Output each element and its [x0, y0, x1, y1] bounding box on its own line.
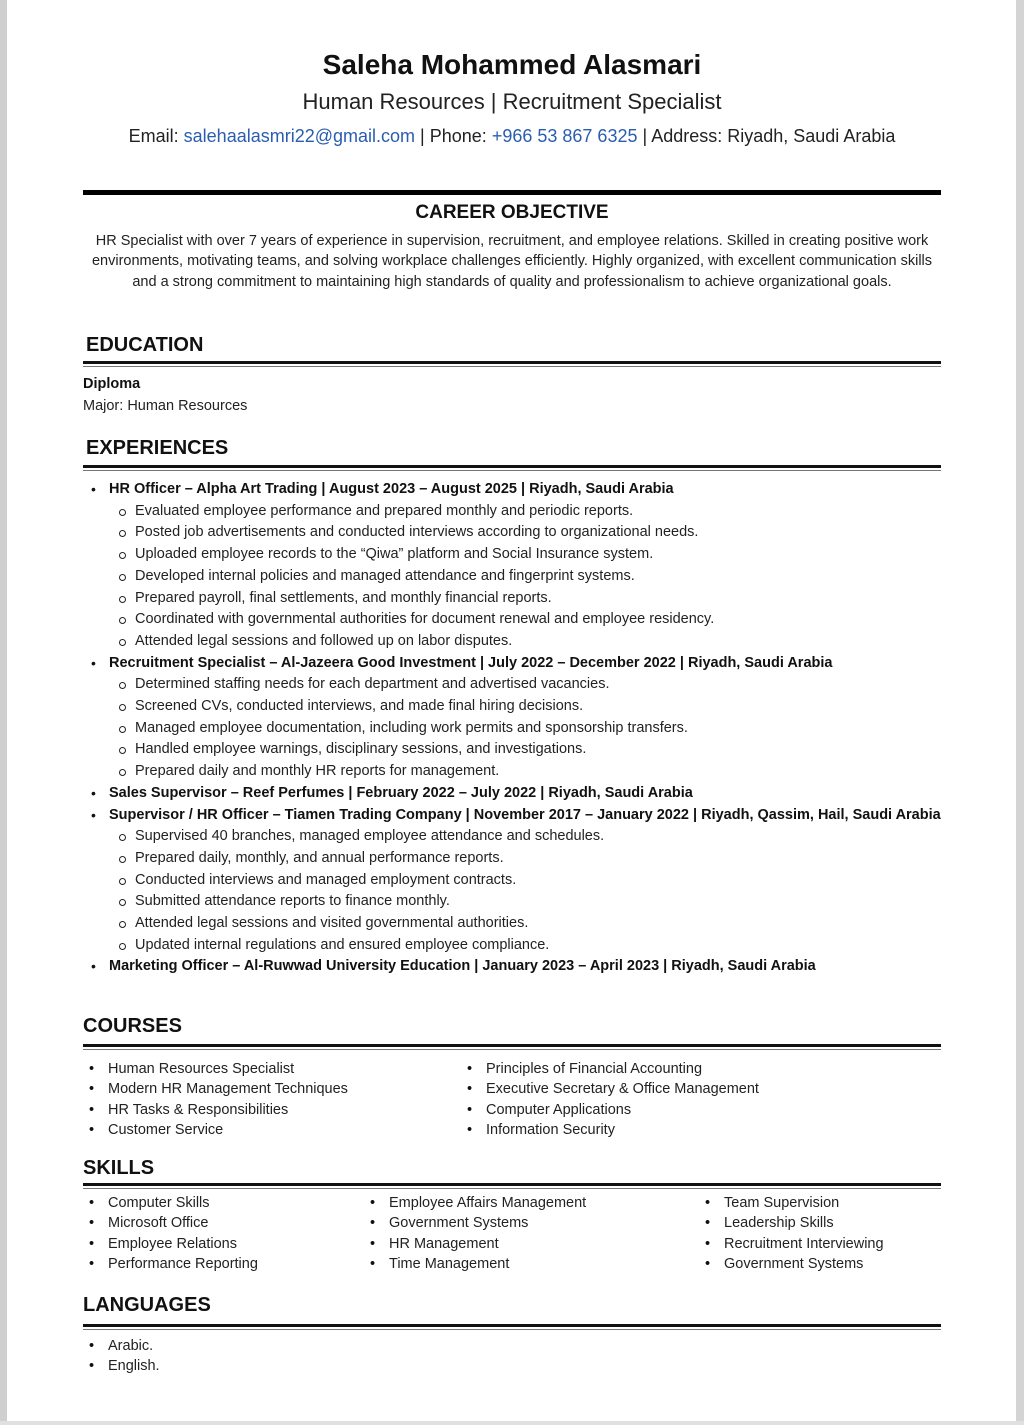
language-item: • English.	[108, 1356, 408, 1376]
duty-item: Attended legal sessions and followed up on labor disputes.	[135, 631, 979, 653]
duty-item: Determined staffing needs for each department and advertised vacancies.	[135, 674, 979, 696]
candidate-name: Saleha Mohammed Alasmari	[322, 49, 702, 80]
skills-list-col2	[364, 1193, 709, 1274]
languages-list	[83, 1336, 408, 1377]
skill-item: • Employee Affairs Management	[389, 1193, 709, 1213]
skill-item: • Microsoft Office	[108, 1213, 378, 1233]
contact-line	[0, 123, 1024, 149]
header-divider	[83, 190, 941, 195]
job-heading: • Supervisor / HR Officer – Tiamen Trading Company | November 2017 – January 2022 | Riyadh, Qassim, Hail, Saudi Arabia	[109, 806, 941, 823]
languages-divider	[83, 1324, 941, 1327]
education-divider-thin	[83, 366, 941, 367]
courses-heading: COURSES	[83, 1015, 182, 1037]
skill-item: • Employee Relations	[108, 1234, 378, 1254]
experiences-divider	[83, 465, 941, 468]
languages-heading: LANGUAGES	[83, 1294, 211, 1316]
duty-list	[109, 826, 979, 956]
contact-separator: |	[420, 126, 425, 146]
duty-item: Prepared daily and monthly HR reports for management.	[135, 761, 979, 783]
course-item: • Principles of Financial Accounting	[486, 1059, 956, 1079]
objective-text: HR Specialist with over 7 years of experience in supervision, recruitment, and employee relations. Skilled in creating positive work environments, motivating teams, and solving workplace challenges efficiently. Highly organized, with excellent communication skills and a strong commitment to maintaining high standards of quality and professionalism to achieve organizational goals.	[91, 233, 933, 290]
experiences-divider-thin	[83, 470, 941, 471]
contact-separator: |	[642, 126, 648, 146]
experience-list	[83, 479, 979, 978]
duty-item: Developed internal policies and managed attendance and fingerprint systems.	[135, 566, 979, 588]
experience-item	[109, 653, 979, 783]
phone-label: Phone:	[429, 126, 487, 146]
experience-item	[109, 805, 979, 957]
course-item: • Information Security	[486, 1120, 956, 1140]
skills-list-col1	[83, 1193, 378, 1274]
job-heading: • Marketing Officer – Al-Ruwwad University Education | January 2023 – April 2023 | Riyadh, Saudi Arabia	[109, 958, 816, 975]
courses-divider-thin	[83, 1049, 941, 1050]
objective-heading: CAREER OBJECTIVE	[415, 202, 609, 223]
course-item: • Modern HR Management Techniques	[108, 1079, 478, 1099]
experiences-heading: EXPERIENCES	[86, 437, 229, 459]
skills-list-col3	[699, 1193, 964, 1274]
address-text: Address: Riyadh, Saudi Arabia	[651, 126, 896, 146]
duty-item: Supervised 40 branches, managed employee attendance and schedules.	[135, 826, 979, 848]
duty-item: Handled employee warnings, disciplinary sessions, and investigations.	[135, 739, 979, 761]
phone-link[interactable]: +966 53 867 6325	[491, 126, 638, 146]
duty-item: Coordinated with governmental authorities for document renewal and employee residency.	[135, 609, 979, 631]
duty-item: Updated internal regulations and ensured employee compliance.	[135, 935, 979, 957]
languages-divider-thin	[83, 1329, 941, 1330]
candidate-title: Human Resources | Recruitment Specialist	[302, 89, 722, 114]
duty-item: Conducted interviews and managed employment contracts.	[135, 870, 979, 892]
education-heading: EDUCATION	[86, 334, 204, 356]
education-degree: Diploma	[83, 376, 141, 392]
page-edge-bottom	[0, 1421, 1024, 1425]
email-label: Email:	[128, 126, 179, 146]
duty-item: Uploaded employee records to the “Qiwa” platform and Social Insurance system.	[135, 544, 979, 566]
education-divider	[83, 361, 941, 364]
skills-divider	[83, 1183, 941, 1186]
skill-item: • Performance Reporting	[108, 1254, 378, 1274]
skill-item: • HR Management	[389, 1234, 709, 1254]
course-item: • Computer Applications	[486, 1100, 956, 1120]
course-item: • Executive Secretary & Office Management	[486, 1079, 956, 1099]
language-item: • Arabic.	[108, 1336, 408, 1356]
duty-item: Prepared daily, monthly, and annual performance reports.	[135, 848, 979, 870]
duty-item: Managed employee documentation, including work permits and sponsorship transfers.	[135, 718, 979, 740]
duty-item: Posted job advertisements and conducted interviews according to organizational needs.	[135, 522, 979, 544]
courses-list-right	[461, 1059, 956, 1140]
skill-item: • Government Systems	[724, 1254, 964, 1274]
skill-item: • Recruitment Interviewing	[724, 1234, 964, 1254]
duty-item: Prepared payroll, final settlements, and monthly financial reports.	[135, 588, 979, 610]
skill-item: • Time Management	[389, 1254, 709, 1274]
skill-item: • Computer Skills	[108, 1193, 378, 1213]
skill-item: • Team Supervision	[724, 1193, 964, 1213]
duty-item: Submitted attendance reports to finance monthly.	[135, 891, 979, 913]
duty-list	[109, 501, 979, 653]
course-item: • Human Resources Specialist	[108, 1059, 478, 1079]
duty-item: Screened CVs, conducted interviews, and made final hiring decisions.	[135, 696, 979, 718]
experience-item	[109, 783, 979, 805]
education-major: Major: Human Resources	[83, 398, 248, 414]
skills-heading: SKILLS	[83, 1157, 155, 1179]
job-heading: • Sales Supervisor – Reef Perfumes | February 2022 – July 2022 | Riyadh, Saudi Arabia	[109, 784, 693, 801]
experience-item	[109, 479, 979, 653]
duty-list	[109, 674, 979, 783]
duty-item: Attended legal sessions and visited governmental authorities.	[135, 913, 979, 935]
course-item: • HR Tasks & Responsibilities	[108, 1100, 478, 1120]
skills-divider-thin	[83, 1188, 941, 1189]
skill-item: • Leadership Skills	[724, 1213, 964, 1233]
job-heading: • Recruitment Specialist – Al-Jazeera Good Investment | July 2022 – December 2022 | Riyadh, Saudi Arabia	[109, 654, 833, 671]
course-item: • Customer Service	[108, 1120, 478, 1140]
job-heading: • HR Officer – Alpha Art Trading | August 2023 – August 2025 | Riyadh, Saudi Arabia	[109, 481, 674, 497]
skill-item: • Government Systems	[389, 1213, 709, 1233]
duty-item: Evaluated employee performance and prepared monthly and periodic reports.	[135, 501, 979, 523]
email-link[interactable]: salehaalasmri22@gmail.com	[183, 126, 416, 146]
courses-list-left	[83, 1059, 478, 1140]
experience-item	[109, 956, 979, 978]
courses-divider	[83, 1044, 941, 1047]
